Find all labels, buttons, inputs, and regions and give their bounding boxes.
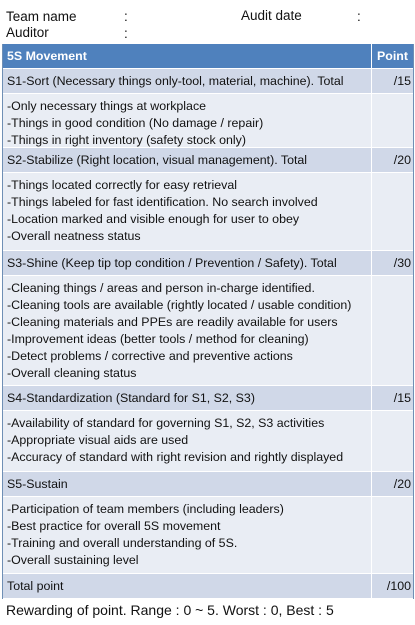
section-point: /15 — [371, 69, 413, 93]
list-item: -Things in right inventory (safety stock only) — [7, 133, 246, 147]
list-item: -Only necessary things at workplace — [7, 99, 207, 113]
list-item: -Best practice for overall 5S movement — [7, 519, 221, 533]
list-item: -Appropriate visual aids are used — [7, 433, 189, 447]
total-label: Total point — [7, 579, 64, 593]
section-items-s4 — [3, 411, 413, 472]
section-row-s1 — [3, 69, 413, 94]
list-item: -Improvement ideas (better tools / method for cleaning) — [7, 332, 309, 346]
list-item: -Things labeled for fast identification. No search involved — [7, 195, 318, 209]
list-item: -Training and overall understanding of 5S. — [7, 536, 238, 550]
column-header-point: Point — [371, 44, 413, 68]
total-row — [3, 574, 413, 599]
audit-date-label: Audit date — [241, 8, 302, 23]
section-title: S1-Sort (Necessary things only-tool, material, machine). Total — [7, 74, 344, 88]
section-items-s2 — [3, 173, 413, 251]
total-point: /100 — [371, 574, 413, 598]
column-header-movement: 5S Movement — [7, 49, 87, 63]
section-row-s3 — [3, 251, 413, 276]
list-item: -Overall cleaning status — [7, 366, 137, 380]
auditor-colon: : — [124, 26, 128, 41]
section-point: /20 — [371, 472, 413, 496]
list-item: -Cleaning tools are available (rightly located / usable condition) — [7, 298, 352, 312]
section-point: /30 — [371, 251, 413, 275]
list-item: -Accuracy of standard with right revision and rightly displayed — [7, 450, 344, 464]
section-items-s5 — [3, 497, 413, 574]
section-point: /15 — [371, 386, 413, 410]
list-item: -Cleaning materials and PPEs are readily available for users — [7, 315, 338, 329]
section-row-s2 — [3, 148, 413, 173]
section-title: S4-Standardization (Standard for S1, S2, S3) — [7, 391, 255, 405]
section-title: S3-Shine (Keep tip top condition / Prevention / Safety). Total — [7, 256, 337, 270]
team-name-colon: : — [124, 9, 128, 24]
list-item: -Overall neatness status — [7, 229, 141, 243]
auditor-label: Auditor — [6, 25, 49, 40]
section-point: /20 — [371, 148, 413, 172]
list-item: -Things in good condition (No damage / repair) — [7, 116, 264, 130]
list-item: -Availability of standard for governing S1, S2, S3 activities — [7, 416, 325, 430]
team-name-label: Team name — [6, 9, 77, 24]
five-s-table — [2, 44, 414, 599]
table-header-row — [3, 44, 413, 69]
section-title: S2-Stabilize (Right location, visual management). Total — [7, 153, 308, 167]
section-title: S5-Sustain — [7, 477, 68, 491]
audit-date-colon: : — [357, 9, 361, 24]
list-item: -Location marked and visible enough for user to obey — [7, 212, 300, 226]
audit-header — [0, 0, 415, 44]
section-row-s4 — [3, 386, 413, 411]
section-items-s1 — [3, 94, 413, 148]
list-item: -Things located correctly for easy retrieval — [7, 178, 238, 192]
list-item: -Detect problems / corrective and preventive actions — [7, 349, 293, 363]
list-item: -Participation of team members (including leaders) — [7, 502, 284, 516]
section-row-s5 — [3, 472, 413, 497]
list-item: -Overall sustaining level — [7, 553, 139, 567]
rating-note: Rewarding of point. Range : 0 ~ 5. Worst : 0, Best : 5 — [6, 602, 334, 618]
section-items-s3 — [3, 276, 413, 386]
list-item: -Cleaning things / areas and person in-charge identified. — [7, 281, 315, 295]
